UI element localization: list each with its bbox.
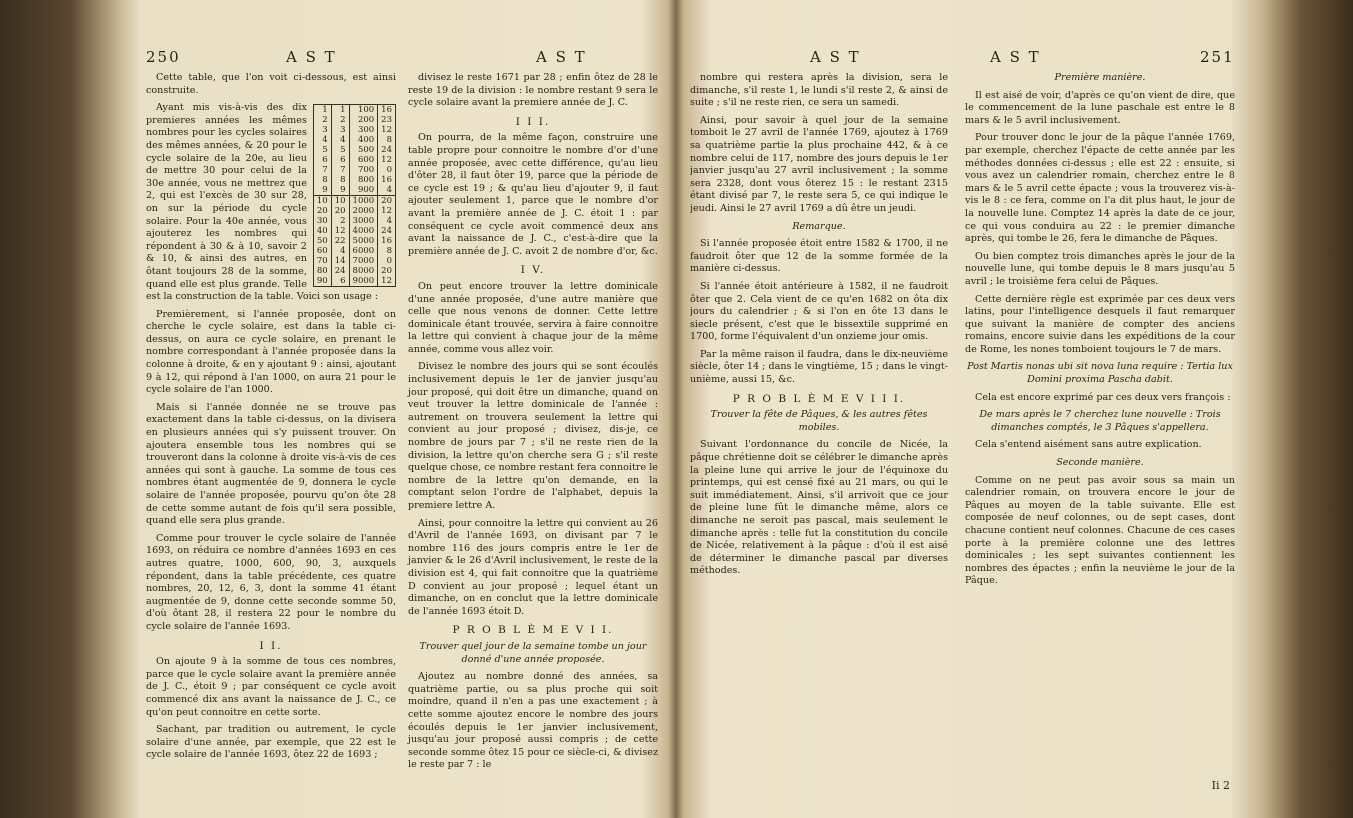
table-cell: 16 bbox=[378, 236, 396, 246]
paragraph: Si l'année étoit antérieure à 1582, il ne faudroit ôter que 2. Cela vient de ce qu'en 1682 on ôta dix jours du calendrier ; & si l'on en ôte 13 dans le siecle présent, c'est que le bissextile supprimé en 1700, forme l'équivalent d'un onzieme jour omis. bbox=[690, 280, 948, 343]
paragraph: Pour trouver donc le jour de la pâque l'année 1769, par exemple, cherchez l'épacte de cette année par les méthodes données ci-dessus ; elle est 22 : ensuite, si vous avez un calendrier romain, cherchez entre le 8 mars & le 5 avril cette épacte ; vous la trouverez vis-à-vis le 8 : ce fera, comme on l'a dit plus haut, le jour de la nouvelle lune. Comptez 14 après la date de ce jour, ce qui vous conduira au 22 : le premier dimanche après, qui tombe le 26, fera le dimanche de Pâques. bbox=[965, 132, 1235, 245]
table-cell: 3 bbox=[331, 125, 349, 135]
paragraph: Si l'année proposée étoit entre 1582 & 1700, il ne faudroit ôter que 12 de la somme formée de la manière ci-dessus. bbox=[690, 238, 948, 275]
table-cell: 9 bbox=[313, 185, 331, 196]
paragraph: Sachant, par tradition ou autrement, le cycle solaire d'une année, par exemple, que 22 est le cycle solaire de l'année 1693, ôtez 22 de 1693 ; bbox=[146, 724, 396, 761]
table-cell: 0 bbox=[378, 165, 396, 175]
paragraph: nombre qui restera après la division, sera le dimanche, s'il reste 1, le lundi s'il reste 2, & ainsi de suite ; s'il ne reste rien, ce sera un samedi. bbox=[690, 72, 948, 109]
table-row bbox=[313, 125, 395, 135]
table-cell: 5000 bbox=[349, 236, 378, 246]
right-column-1 bbox=[690, 72, 948, 583]
table-cell: 30 bbox=[313, 216, 331, 226]
table-cell: 70 bbox=[313, 256, 331, 266]
table-row bbox=[313, 256, 395, 266]
paragraph: Cela est encore exprimé par ces deux vers françois : bbox=[975, 391, 1231, 403]
table-cell: 2000 bbox=[349, 206, 378, 216]
solar-cycle-table bbox=[313, 104, 396, 287]
remark-heading: Remarque. bbox=[792, 220, 846, 232]
right-column-2 bbox=[965, 72, 1235, 593]
table-cell: 22 bbox=[331, 236, 349, 246]
table-cell: 700 bbox=[349, 165, 378, 175]
table-row bbox=[313, 155, 395, 165]
table-cell: 8 bbox=[378, 135, 396, 145]
table-cell: 4 bbox=[331, 246, 349, 256]
table-cell: 4 bbox=[378, 216, 396, 226]
table-cell: 500 bbox=[349, 145, 378, 155]
table-cell: 8000 bbox=[349, 266, 378, 276]
table-cell: 8 bbox=[313, 175, 331, 185]
table-cell: 6 bbox=[331, 155, 349, 165]
table-cell: 1 bbox=[331, 105, 349, 116]
running-head-right: A S T bbox=[810, 48, 861, 66]
left-column-2 bbox=[408, 72, 658, 777]
table-cell: 3000 bbox=[349, 216, 378, 226]
paragraph: On pourra, de la même façon, construire une table propre pour connoitre le nombre d'or d'une année proposée, avec cette différence, qu'au lieu d'ôter 28, il faut ôter 19, parce que la période de ce cycle est 19 ; & qu'au lieu d'ajouter 9, il faut ajouter seulement 1, parce que le nombre d'or avant la première année de J. C. étoit 1 : par conséquent ce cycle avoit commencé deux ans avant la naissance de J. C., c'est-à-dire que la première année de J. C. avoit 2 de nombre d'or, &c. bbox=[408, 132, 658, 257]
table-cell: 8 bbox=[378, 246, 396, 256]
table-cell: 7000 bbox=[349, 256, 378, 266]
left-column-1 bbox=[146, 72, 396, 767]
paragraph: divisez le reste 1671 par 28 ; enfin ôtez de 28 le reste 19 de la division : le nombre restant 9 sera le cycle solaire avant la premiere année de J. C. bbox=[408, 72, 658, 109]
paragraph: Cela s'entend aisément sans autre explication. bbox=[975, 439, 1202, 451]
table-row bbox=[313, 236, 395, 246]
table-cell: 5 bbox=[313, 145, 331, 155]
page-number-right: 251 bbox=[1200, 48, 1235, 66]
table-row bbox=[313, 246, 395, 256]
table-cell: 12 bbox=[331, 226, 349, 236]
table-cell: 4000 bbox=[349, 226, 378, 236]
table-row bbox=[313, 135, 395, 145]
table-cell: 200 bbox=[349, 115, 378, 125]
running-head-right-col2: A S T bbox=[990, 48, 1041, 66]
table-cell: 23 bbox=[378, 115, 396, 125]
table-cell: 4 bbox=[378, 185, 396, 196]
table-cell: 10 bbox=[331, 196, 349, 207]
table-cell: 20 bbox=[378, 196, 396, 207]
table-cell: 20 bbox=[331, 206, 349, 216]
table-row bbox=[313, 196, 395, 207]
table-cell: 9000 bbox=[349, 276, 378, 287]
table-cell: 12 bbox=[378, 155, 396, 165]
table-cell: 12 bbox=[378, 125, 396, 135]
paragraph: Cette dernière règle est exprimée par ces deux vers latins, pour l'intelligence desquels il faut remarquer que suivant la manière de compter des anciens romains, encore suivie dans les expéditions de la cour de Rome, les nones tomboient toujours le 7 de mars. bbox=[965, 293, 1235, 355]
problem-title: Trouver la fête de Pâques, & les autres fêtes mobiles. bbox=[710, 409, 928, 433]
paragraph: Cette table, que l'on voit ci-dessous, est ainsi construite. bbox=[146, 72, 396, 96]
table-cell: 4 bbox=[331, 135, 349, 145]
table-cell: 6 bbox=[331, 276, 349, 287]
table-row bbox=[313, 266, 395, 276]
table-cell: 400 bbox=[349, 135, 378, 145]
table-cell: 2 bbox=[331, 115, 349, 125]
table-cell: 300 bbox=[349, 125, 378, 135]
table-cell: 2 bbox=[313, 115, 331, 125]
table-row bbox=[313, 185, 395, 196]
table-cell: 2 bbox=[331, 216, 349, 226]
table-cell: 5 bbox=[331, 145, 349, 155]
paragraph: Suivant l'ordonnance du concile de Nicée, la pâque chrétienne doit se célébrer le dimanche après la pleine lune qui arrive le jour de l'équinoxe du printemps, qui est censé fixé au 21 mars, ou qui le suit immédiatement. Ainsi, s'il arrivoit que ce jour de pleine lune fût le dimanche même, alors ce dimanche ne seroit pas pascal, mais seulement le dimanche après : telle fut la constitution du concile de Nicée, relativement à la pâque : d'où il est aisé de déterminer le dimanche pascal par diverses méthodes. bbox=[690, 439, 948, 577]
table-cell: 12 bbox=[378, 276, 396, 287]
table-row bbox=[313, 226, 395, 236]
table-cell: 16 bbox=[378, 105, 396, 116]
table-cell: 40 bbox=[313, 226, 331, 236]
paragraph: Mais si l'année donnée ne se trouve pas exactement dans la table ci-dessus, on la divisera en plusieurs années qui s'y puissent trouver. On ajoutera ensemble tous les nombres qui se trouveront dans la colonne à droite vis-à-vis de ces années qui sont à gauche. La somme de tous ces nombres étant augmentée de 9, donnera le cycle solaire de l'année proposée, pourvu qu'on ôte 28 de cette somme autant de fois qu'il sera possible, quand elle sera plus grande. bbox=[146, 401, 396, 527]
paragraph: Ajoutez au nombre donné des années, sa quatrième partie, ou sa plus proche qui soit moindre, quand il n'en a pas une exactement ; à cette somme ajoutez encore le nombre des jours écoulés depuis le 1er janvier inclusivement, jusqu'au jour proposé aussi compris ; de cette seconde somme ôtez 15 pour ce siècle-ci, & divisez le reste par 7 : le bbox=[408, 671, 658, 771]
paragraph: Ayant mis vis-à-vis des dix premieres années les mêmes nombres pour les cycles solaires des mêmes années, & 20 pour le cycle solaire de la 20e, au lieu de mettre 30 pour celui de la 30e année, vous ne mettrez que 2, qui est l'excès de 30 sur 28, on sur la période du cycle solaire. Pour la 40e année, vous ajouterez les nombres qui répondent à 30 & à 10, savoir 2 & 10, & ainsi des autres, en ôtant toujours 28 de la somme, quand elle est plus grande. Telle est la construction de la table. Voici son usage : bbox=[146, 102, 379, 303]
table-cell: 16 bbox=[378, 175, 396, 185]
right-page bbox=[690, 40, 1270, 810]
table-cell: 90 bbox=[313, 276, 331, 287]
table-cell: 60 bbox=[313, 246, 331, 256]
table-cell: 8 bbox=[331, 175, 349, 185]
problem-heading: P R O B L È M E V I I. bbox=[452, 624, 614, 637]
left-page bbox=[146, 40, 662, 810]
table-row bbox=[313, 165, 395, 175]
section-heading: I I I. bbox=[515, 115, 551, 128]
table-cell: 7 bbox=[313, 165, 331, 175]
table-cell: 80 bbox=[313, 266, 331, 276]
table-row bbox=[313, 175, 395, 185]
running-head-left: A S T bbox=[286, 48, 337, 66]
table-cell: 24 bbox=[378, 226, 396, 236]
table-cell: 12 bbox=[378, 206, 396, 216]
table-row bbox=[313, 216, 395, 226]
table-cell: 20 bbox=[313, 206, 331, 216]
problem-heading: P R O B L È M E V I I I. bbox=[732, 392, 906, 405]
paragraph: On peut encore trouver la lettre dominicale d'une année proposée, d'une autre manière que celle que nous venons de donner. Cette lettre dominicale étant trouvée, servira à faire connoitre la lettre qui convient à chaque jour de la même année, comme vous allez voir. bbox=[408, 280, 658, 355]
table-cell: 6000 bbox=[349, 246, 378, 256]
table-cell: 0 bbox=[378, 256, 396, 266]
table-row bbox=[313, 206, 395, 216]
paragraph: Ou bien comptez trois dimanches après le jour de la nouvelle lune, qui tombe depuis le 8 mars jusqu'au 5 avril ; le troisième fera celui de Pâques. bbox=[965, 250, 1235, 287]
table-cell: 10 bbox=[313, 196, 331, 207]
table-cell: 1 bbox=[313, 105, 331, 116]
table-cell: 1000 bbox=[349, 196, 378, 207]
table-cell: 6 bbox=[313, 155, 331, 165]
paragraph: Par la même raison il faudra, dans le dix-neuvième siècle, ôter 14 ; dans le vingtième, 15 ; dans le vingt-unième, aussi 15, &c. bbox=[690, 348, 948, 386]
paragraph: Comme on ne peut pas avoir sous sa main un calendrier romain, on trouvera encore le jour de Pâques au moyen de la table suivante. Elle est composée de neuf colonnes, ou de sept cases, dont chacune contient neuf colonnes. Chacune de ces cases porte à la première colonne une des lettres dominicales ; les sept suivantes contiennent les nombres des épactes ; enfin la neuvième le jour de la Pâque. bbox=[965, 474, 1235, 587]
table-row bbox=[313, 145, 395, 155]
table-cell: 100 bbox=[349, 105, 378, 116]
table-row bbox=[313, 276, 395, 287]
table-cell: 800 bbox=[349, 175, 378, 185]
table-cell: 9 bbox=[331, 185, 349, 196]
paragraph: Premièrement, si l'année proposée, dont on cherche le cycle solaire, est dans la table ci-dessus, on aura ce cycle solaire, en prenant le nombre correspondant à l'année proposée dans la colonne à droite, & en y ajoutant 9 : ainsi, ajoutant 9 à 12, qui répond à l'an 1000, on aura 21 pour le cycle solaire de l'an 1000. bbox=[146, 308, 396, 396]
table-cell: 600 bbox=[349, 155, 378, 165]
paragraph: On ajoute 9 à la somme de tous ces nombres, parce que le cycle solaire avant la première année de J. C., étoit 9 ; par conséquent ce cycle avoit commencé dix ans avant la naissance de J. C., ce qu'on peut connoitre en cette sorte. bbox=[146, 656, 396, 718]
latin-verse: Post Martis nonas ubi sit nova luna require : Tertia lux Domini proxima Pascha dabit. bbox=[967, 361, 1233, 386]
running-head-left-col2: A S T bbox=[536, 48, 587, 66]
french-verse: De mars après le 7 cherchez lune nouvelle : Trois dimanches comptés, le 3 Pâques s'appellera. bbox=[979, 409, 1221, 433]
table-cell: 4 bbox=[313, 135, 331, 145]
signature-mark: Ii 2 bbox=[1211, 779, 1230, 792]
table-row bbox=[313, 115, 395, 125]
section-heading: Seconde manière. bbox=[1056, 457, 1144, 469]
table-cell: 24 bbox=[331, 266, 349, 276]
section-heading: Première manière. bbox=[1054, 72, 1146, 83]
problem-title: Trouver quel jour de la semaine tombe un jour donné d'une année proposée. bbox=[419, 640, 647, 665]
paragraph: Divisez le nombre des jours qui se sont écoulés inclusivement depuis le 1er de janvier jusqu'au jour proposé, qui doit être un dimanche, quand on veut trouver la lettre dominicale de l'année : autrement on trouvera seulement la lettre qui convient au jour proposé ; divisez, dis-je, ce nombre de jours par 7 ; s'il ne reste rien de la division, la lettre qu'on cherche sera G ; s'il reste quelque chose, ce nombre restant fera connoitre le nombre de la lettre qu'on demande, en la comptant selon l'ordre de l'alphabet, depuis la premiere lettre A. bbox=[408, 361, 658, 511]
section-heading: I V. bbox=[520, 264, 546, 277]
table-cell: 900 bbox=[349, 185, 378, 196]
paragraph: Ainsi, pour connoitre la lettre qui convient au 26 d'Avril de l'année 1693, on divisant par 7 le nombre 116 des jours compris entre le 1er de janvier & le 26 d'Avril inclusivement, le reste de la division est 4, qui fait connoitre que la quatrième D convient au jour proposé ; lequel étant un dimanche, on en conclut que la lettre dominicale de l'année 1693 étoit D. bbox=[408, 517, 658, 617]
section-heading: I I. bbox=[259, 639, 283, 652]
table-cell: 24 bbox=[378, 145, 396, 155]
table-cell: 14 bbox=[331, 256, 349, 266]
table-cell: 20 bbox=[378, 266, 396, 276]
table-row bbox=[313, 105, 395, 116]
paragraph: Comme pour trouver le cycle solaire de l'année 1693, on réduira ce nombre d'années 1693 en ces autres quatre, 1000, 600, 90, 3, auxquels répondent, dans la table précédente, ces quatre nombres, 20, 12, 6, 3, dont la somme 41 étant augmentée de 9, donne cette seconde somme 50, d'où ôtant 28, il restera 22 pour le nombre du cycle solaire de l'année 1693. bbox=[146, 532, 396, 632]
table-cell: 7 bbox=[331, 165, 349, 175]
paragraph: Ainsi, pour savoir à quel jour de la semaine tomboit le 27 avril de l'année 1769, ajoutez à 1769 sa quatrième partie la plus prochaine 442, & à ce nombre celui de 117, nombre des jours depuis le 1er janvier jusqu'au 27 avril inclusivement ; la somme sera 2328, dont vous ôterez 15 : le restant 2315 étant divisé par 7, le reste sera 5, ce qui indique le jeudi. Ainsi le 27 avril 1769 a dû être un jeudi. bbox=[690, 114, 948, 214]
page-number-left: 250 bbox=[146, 48, 181, 66]
table-cell: 3 bbox=[313, 125, 331, 135]
paragraph: Il est aisé de voir, d'après ce qu'on vient de dire, que le commencement de la lune paschale est entre le 8 mars & le 5 avril inclusivement. bbox=[965, 89, 1235, 126]
table-cell: 50 bbox=[313, 236, 331, 246]
